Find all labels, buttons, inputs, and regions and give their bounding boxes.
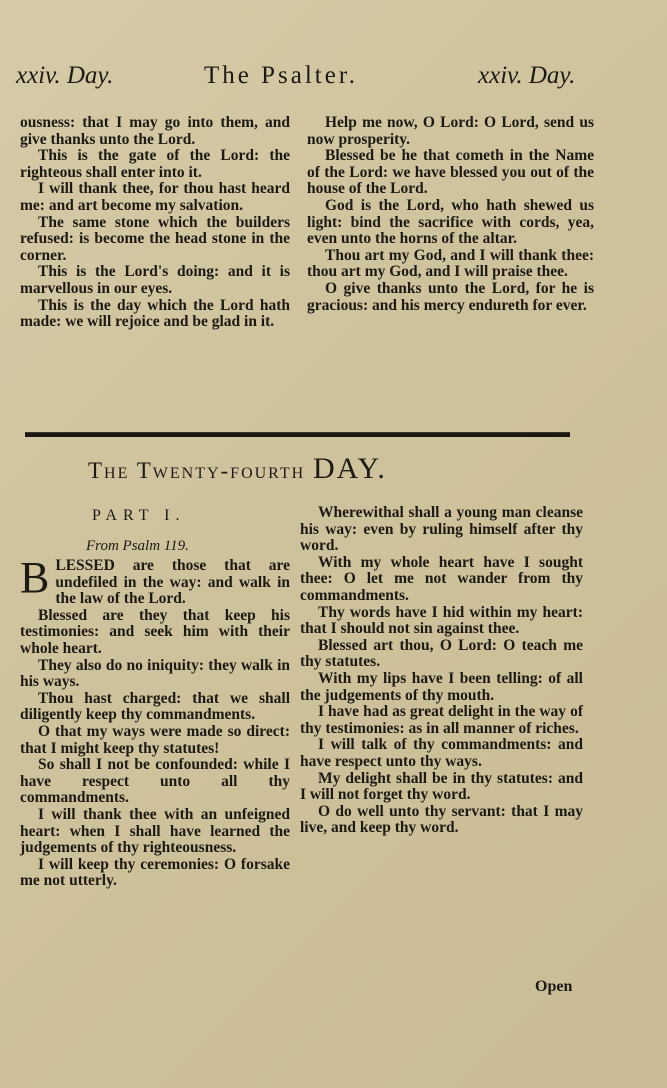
opening-verse-text: LESSED are those that are undefiled in the way: and walk in the law of the Lord. <box>55 557 290 608</box>
opening-verse <box>20 553 290 608</box>
verse: This is the Lord's doing: and it is marvellous in our eyes. <box>20 263 290 297</box>
catchword: Open <box>535 978 573 995</box>
verse: O do well unto thy servant: that I may live, and keep thy word. <box>300 802 583 837</box>
drop-cap: B <box>20 553 50 602</box>
section-title-day: DAY. <box>312 452 387 485</box>
section-divider <box>25 432 570 437</box>
psalm-source: From Psalm 119. <box>86 538 189 554</box>
verse: I will talk of thy commandments: and have respect unto thy ways. <box>300 736 583 770</box>
verse: This is the gate of the Lord: the righteous shall enter into it. <box>20 147 290 181</box>
verse: Thou art my God, and I will thank thee: thou art my God, and I will praise thee. <box>307 246 594 281</box>
running-head <box>16 58 596 98</box>
verse: I will thank thee with an unfeigned heart: when I shall have learned the judgements of thy righteousness. <box>20 805 290 857</box>
verse: With my lips have I been telling: of all the judgements of thy mouth. <box>300 669 583 704</box>
bottom-left-column <box>20 553 290 890</box>
verse: O that my ways were made so direct: that I might keep thy statutes! <box>20 722 290 757</box>
verse: Wherewithal shall a young man cleanse his way: even by ruling himself after thy word. <box>300 504 583 555</box>
section-title <box>88 452 588 486</box>
running-head-center: The Psalter. <box>204 62 359 89</box>
top-right-column <box>307 115 594 314</box>
verse: My delight shall be in thy statutes: and I will not forget thy word. <box>300 769 583 804</box>
verse: God is the Lord, who hath shewed us light: bind the sacrifice with cords, yea, even unto the horns of the altar. <box>307 196 594 248</box>
verse: O give thanks unto the Lord, for he is gracious: and his mercy endureth for ever. <box>307 279 594 314</box>
section-title-prefix: The Twenty-fourth <box>88 458 306 483</box>
top-left-column <box>20 115 290 331</box>
verse: ousness: that I may go into them, and give thanks unto the Lord. <box>20 114 290 148</box>
verse: They also do no iniquity: they walk in his ways. <box>20 656 290 691</box>
verse: Help me now, O Lord: O Lord, send us now prosperity. <box>307 114 594 148</box>
verse: Thou hast charged: that we shall diligently keep thy commandments. <box>20 689 290 724</box>
verse: This is the day which the Lord hath made: we will rejoice and be glad in it. <box>20 296 290 331</box>
verse: Blessed be he that cometh in the Name of the Lord: we have blessed you out of the house of the Lord. <box>307 147 594 198</box>
part-heading: PART I. <box>92 507 186 524</box>
running-head-right: xxiv. Day. <box>478 62 576 89</box>
verse: So shall I not be confounded: while I have respect unto all thy commandments. <box>20 756 290 807</box>
verse: Thy words have I hid within my heart: that I should not sin against thee. <box>300 603 583 638</box>
verse: I have had as great delight in the way of thy testimonies: as in all manner of riches. <box>300 703 583 737</box>
bottom-right-column <box>300 505 583 837</box>
verse: Blessed art thou, O Lord: O teach me thy statutes. <box>300 636 583 671</box>
verse: The same stone which the builders refused: is become the head stone in the corner. <box>20 213 290 264</box>
verse: I will keep thy ceremonies: O forsake me not utterly. <box>20 855 290 890</box>
verse: With my whole heart have I sought thee: O let me not wander from thy commandments. <box>300 553 583 604</box>
verse: Blessed are they that keep his testimonies: and seek him with their whole heart. <box>20 606 290 657</box>
running-head-left: xxiv. Day. <box>16 62 114 89</box>
verse: I will thank thee, for thou hast heard me: and art become my salvation. <box>20 180 290 214</box>
